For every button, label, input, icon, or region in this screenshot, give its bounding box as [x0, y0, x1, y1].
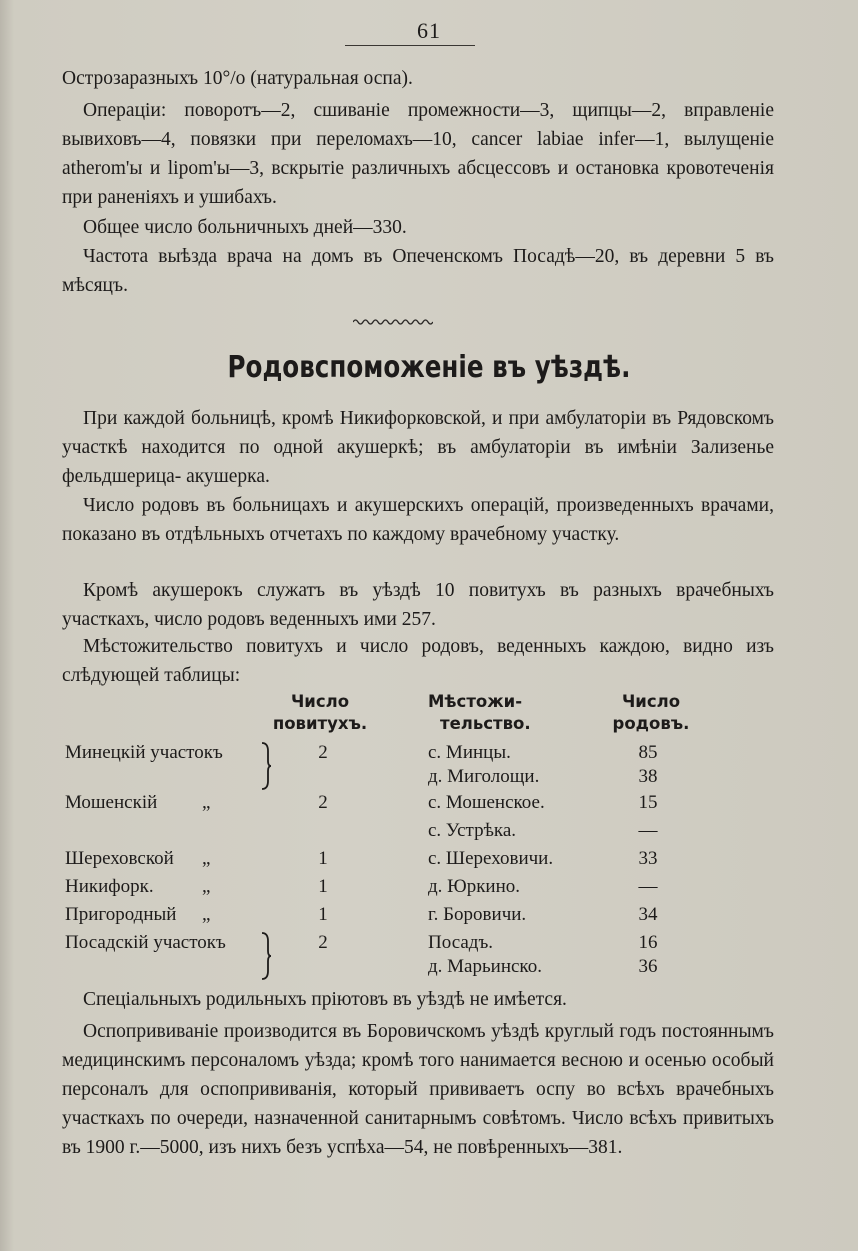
header-count-of-attendants	[270, 691, 370, 735]
paragraph-vaccination: Оспопрививаніе производится въ Боровичскомъ уѣздѣ круглый годъ постояннымъ медицинскимъ персоналомъ уѣзда; кромѣ того нанимается весною и осенью особый персоналъ для оспопрививанія, который прививаетъ оспу во всѣхъ врачебныхъ участкахъ по очереди, назначенной санитарнымъ совѣтомъ. Число всѣхъ привитыхъ въ 1900 г.—5000, изъ нихъ безъ успѣха—54, не повѣренныхъ—381.	[62, 1021, 774, 1158]
table-cell-births: 36	[638, 956, 658, 977]
table-cell-district: Никифорк.	[65, 876, 154, 897]
table-cell-count: 2	[318, 792, 328, 813]
paragraph-table-intro: Мѣстожительство повитухъ и число родовъ, веденныхъ каждою, видно изъ слѣдующей таблицы:	[62, 636, 774, 686]
paragraph-births-reports: Число родовъ въ больницахъ и акушерскихъ операцій, произведенныхъ врачами, показано въ отдѣльныхъ отчетахъ по каждому врачебному участку.	[62, 495, 774, 545]
wavy-divider-ornament	[353, 315, 433, 329]
header-births	[606, 691, 696, 735]
table-cell-count: 1	[318, 876, 328, 897]
table-cell-births: 33	[638, 848, 658, 869]
header-count-line2: повитухъ.	[272, 714, 368, 733]
table-cell-births: 85	[638, 742, 658, 763]
paragraph-smallpox: Острозаразныхъ 10°/о (натуральная оспа).	[62, 68, 413, 89]
paragraph-visit-frequency: Частота выѣзда врача на домъ въ Опеченскомъ Посадѣ—20, въ деревни 5 въ мѣсяцъ.	[62, 246, 774, 296]
table-cell-district: Минецкій участокъ	[65, 742, 223, 763]
paragraph-operations: Операціи: поворотъ—2, сшиваніе промежности—3, щипцы—2, вправленіе вывиховъ—4, повязки при переломахъ—10, cancer labiae infer—1, вылущеніе atherom'ы и lipom'ы—3, вскрытіе различныхъ абсцессовъ и остановка кровотеченія при раненіяхъ и ушибахъ.	[62, 100, 774, 208]
table-cell-residence: с. Мошенское.	[428, 792, 545, 813]
paragraph-maternity-shelters: Спеціальныхъ родильныхъ пріютовъ въ уѣздѣ не имѣется.	[83, 989, 567, 1010]
paragraph-birth-attendants: Кромѣ акушерокъ служатъ въ уѣздѣ 10 повитухъ въ разныхъ врачебныхъ участкахъ, число родовъ веденныхъ ими 257.	[62, 580, 774, 630]
table-cell-residence: д. Миголощи.	[428, 766, 540, 787]
table-cell-births: 38	[638, 766, 658, 787]
table-cell-residence: с. Минцы.	[428, 742, 511, 763]
paragraph-midwives: При каждой больницѣ, кромѣ Никифорковской, и при амбулаторіи въ Рядовскомъ участкѣ находится по одной акушеркѣ; въ амбулаторіи въ имѣніи Зализенье фельдшерица- акушерка.	[62, 408, 774, 487]
section-title: Родовспоможеніе въ уѣздѣ.	[227, 350, 631, 385]
header-births-line1: Число	[621, 692, 681, 711]
page-number-rule	[345, 45, 475, 46]
table-cell-births: 16	[638, 932, 658, 953]
page-number: 61	[417, 18, 441, 43]
curly-brace-icon	[260, 931, 272, 981]
table-cell-count: 1	[318, 904, 328, 925]
table-cell-ditto-mark: „	[202, 904, 211, 925]
table-cell-residence: с. Устрѣка.	[428, 820, 517, 841]
table-cell-count: 2	[318, 742, 328, 763]
curly-brace-icon	[260, 741, 272, 791]
paragraph-hospital-days: Общее число больничныхъ дней—330.	[83, 217, 407, 238]
table-cell-count: 1	[318, 848, 328, 869]
table-cell-residence: д. Марьинско.	[428, 956, 542, 977]
table-cell-residence: г. Боровичи.	[428, 904, 527, 925]
table-cell-district: Шереховской	[65, 848, 174, 869]
table-cell-residence: с. Шереховичи.	[428, 848, 554, 869]
header-residence-line1: Мѣстожи-	[428, 692, 523, 711]
table-cell-district: Пригородный	[65, 904, 177, 925]
table-cell-births: 15	[638, 792, 658, 813]
table-cell-residence: Посадъ.	[428, 932, 494, 953]
table-cell-count: 2	[318, 932, 328, 953]
table-cell-ditto-mark: „	[202, 876, 211, 897]
table-cell-births: —	[638, 876, 658, 897]
table-cell-residence: д. Юркино.	[428, 876, 521, 897]
header-residence-line2: тельство.	[440, 714, 531, 733]
table-cell-ditto-mark: „	[202, 848, 211, 869]
table-cell-district: Посадскій участокъ	[65, 932, 226, 953]
header-count-line1: Число	[290, 692, 350, 711]
table-cell-births: 34	[638, 904, 658, 925]
header-births-line2: родовъ.	[612, 714, 690, 733]
header-residence	[428, 691, 544, 735]
table-cell-district: Мошенскій	[65, 792, 158, 813]
table-cell-births: —	[638, 820, 658, 841]
table-cell-ditto-mark: „	[202, 792, 211, 813]
